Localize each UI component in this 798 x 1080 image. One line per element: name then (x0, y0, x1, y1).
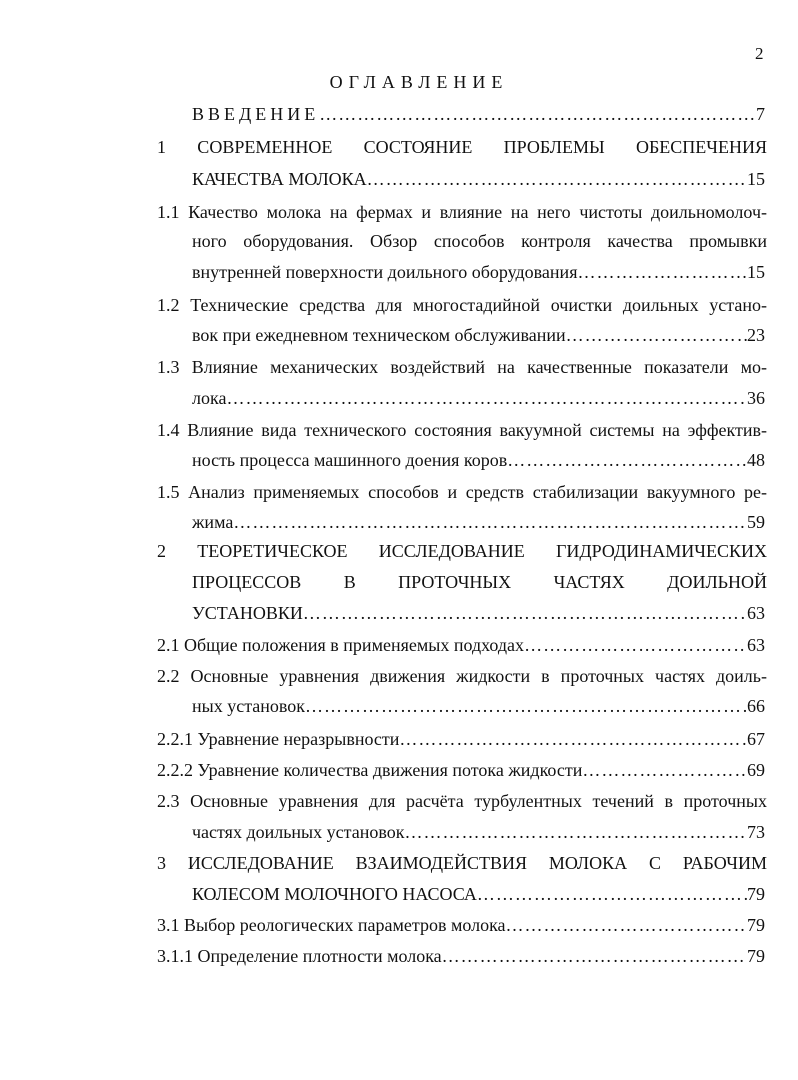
dot-leader (226, 387, 747, 409)
toc-section-1-4-line-1: 1.4 Влияние вида технического состояния вакуумной системы на эффектив- (157, 420, 767, 440)
toc-section-1-2 (192, 324, 765, 346)
toc-page-number: 67 (747, 729, 765, 749)
toc-page-number: 15 (747, 169, 765, 189)
toc-entry-text: частях доильных установок (192, 822, 405, 842)
toc-entry-text: лока (192, 388, 227, 408)
toc-section-1-3-line-1: 1.3 Влияние механических воздействий на качественные показатели мо- (157, 357, 767, 377)
toc-page-number: 36 (747, 388, 765, 408)
toc-entry-text: внутренней поверхности доильного оборудования (192, 262, 578, 282)
dot-leader (506, 914, 747, 936)
dot-leader (577, 261, 747, 283)
toc-entry-text: 3.1.1 Определение плотности молока (157, 946, 442, 966)
toc-section-1-4 (192, 449, 765, 471)
toc-entry-text: КОЛЕСОМ МОЛОЧНОГО НАСОСА (192, 884, 477, 904)
toc-page-number: 59 (747, 512, 765, 532)
toc-section-1-2-line-1: 1.2 Технические средства для многостадийной очистки доильных устано- (157, 295, 767, 315)
toc-chapter-1 (192, 168, 765, 190)
toc-page-number: 69 (747, 760, 765, 780)
dot-leader (442, 945, 747, 967)
toc-entry-text: вок при ежедневном техническом обслуживании (192, 325, 566, 345)
toc-entry-text: 2.1 Общие положения в применяемых подходах (157, 635, 525, 655)
toc-section-2-3 (192, 821, 765, 843)
toc-entry-text: ность процесса машинного доения коров (192, 450, 508, 470)
toc-section-1-1-line-2: ного оборудования. Обзор способов контроля качества промывки (192, 231, 767, 251)
dot-leader (524, 634, 747, 656)
page-number: 2 (755, 44, 764, 63)
toc-section-1-5 (192, 511, 765, 533)
toc-entry-text: жима (192, 512, 234, 532)
dot-leader (404, 821, 747, 843)
toc-entry-text: 2.2.1 Уравнение неразрывности (157, 729, 400, 749)
toc-page-number: 79 (747, 946, 765, 966)
page-title: ОГЛАВЛЕНИЕ (329, 72, 509, 92)
dot-leader (319, 103, 756, 125)
toc-page-number: 48 (747, 450, 765, 470)
dot-leader (399, 728, 747, 750)
toc-entry-text: ных установок (192, 696, 306, 716)
toc-entry-intro (192, 103, 765, 125)
toc-chapter-3-line-1: 3 ИССЛЕДОВАНИЕ ВЗАИМОДЕЙСТВИЯ МОЛОКА С РАБОЧИМ (157, 853, 767, 873)
toc-page-number: 63 (747, 635, 765, 655)
toc-entry-text: 3.1 Выбор реологических параметров молока (157, 915, 506, 935)
toc-page-number: 79 (747, 915, 765, 935)
toc-entry-text: ВВЕДЕНИЕ (192, 104, 320, 124)
dot-leader (566, 324, 747, 346)
toc-section-3-1-1 (157, 945, 765, 967)
toc-chapter-3 (192, 883, 765, 905)
dot-leader (477, 883, 747, 905)
toc-page-number: 7 (756, 104, 765, 124)
toc-section-2-1 (157, 634, 765, 656)
dot-leader (507, 449, 747, 471)
toc-section-1-3 (192, 387, 765, 409)
toc-section-2-2-2 (157, 759, 765, 781)
toc-chapter-2-line-2: ПРОЦЕССОВ В ПРОТОЧНЫХ ЧАСТЯХ ДОИЛЬНОЙ (192, 572, 767, 592)
toc-page-number: 63 (747, 603, 765, 623)
toc-chapter-1-line-1: 1 СОВРЕМЕННОЕ СОСТОЯНИЕ ПРОБЛЕМЫ ОБЕСПЕЧЕНИЯ (157, 137, 767, 157)
toc-section-3-1 (157, 914, 765, 936)
dot-leader (582, 759, 747, 781)
toc-entry-text: КАЧЕСТВА МОЛОКА (192, 169, 367, 189)
toc-page-number: 66 (747, 696, 765, 716)
dot-leader (303, 602, 747, 624)
toc-chapter-2-line-1: 2 ТЕОРЕТИЧЕСКОЕ ИССЛЕДОВАНИЕ ГИДРОДИНАМИЧЕСКИХ (157, 541, 767, 561)
toc-section-1-1 (192, 261, 765, 283)
toc-section-2-3-line-1: 2.3 Основные уравнения для расчёта турбулентных течений в проточных (157, 791, 767, 811)
toc-page-number: 79 (747, 884, 765, 904)
dot-leader (233, 511, 747, 533)
toc-page-number: 73 (747, 822, 765, 842)
toc-page-number: 23 (747, 325, 765, 345)
toc-section-2-2-line-1: 2.2 Основные уравнения движения жидкости в проточных частях доиль- (157, 666, 767, 686)
toc-section-1-1-line-1: 1.1 Качество молока на фермах и влияние на него чистоты доильномолоч- (157, 202, 767, 222)
toc-entry-text: 2.2.2 Уравнение количества движения потока жидкости (157, 760, 583, 780)
dot-leader (367, 168, 747, 190)
toc-section-2-2 (192, 695, 765, 717)
toc-entry-text: УСТАНОВКИ (192, 603, 303, 623)
toc-section-1-5-line-1: 1.5 Анализ применяемых способов и средств стабилизации вакуумного ре- (157, 482, 767, 502)
toc-chapter-2 (192, 602, 765, 624)
dot-leader (305, 695, 747, 717)
toc-page-number: 15 (747, 262, 765, 282)
toc-section-2-2-1 (157, 728, 765, 750)
